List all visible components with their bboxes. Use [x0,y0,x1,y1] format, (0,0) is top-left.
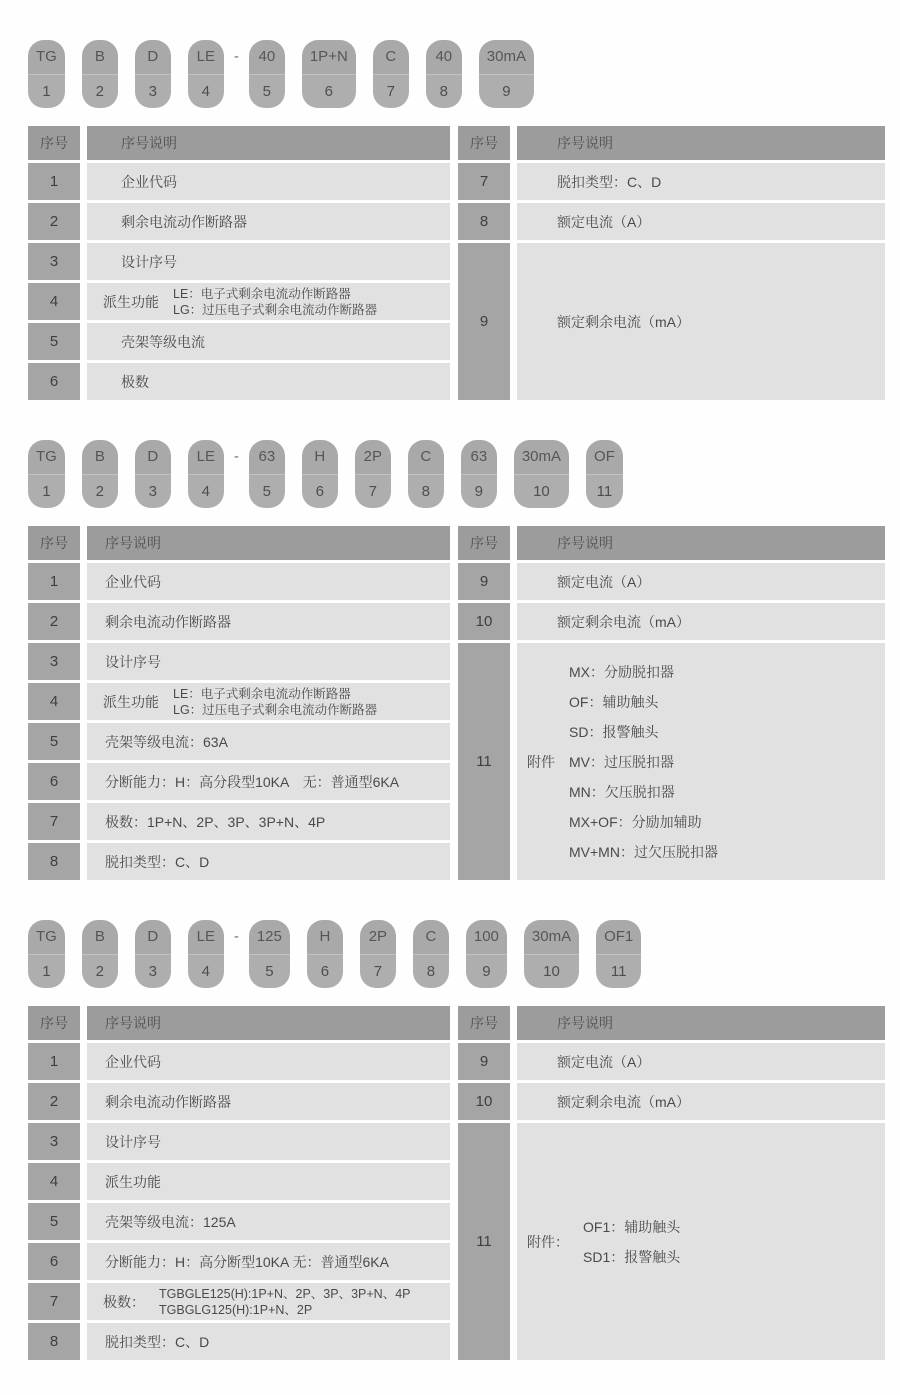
table-row [28,363,450,400]
row-serial-cell: 2 [28,1083,80,1120]
row-description-cell: 壳架等级电流：125A [87,1203,450,1240]
pill-code-label: 40 [249,40,285,75]
pill-position-number: 10 [524,955,579,988]
row-description-cell: 分断能力：H：高分段型10KA 无：普通型6KA [87,763,450,800]
table-row [458,1123,885,1360]
pill-code-label: B [82,40,118,75]
description-line: MX+OF：分励加辅助 [569,813,702,830]
table-row [28,283,450,320]
table-header-row [28,126,450,160]
dash-separator: - [233,48,239,65]
pill-code-label: C [408,440,444,475]
table-header-row [28,526,450,560]
header-serial-cell: 序号 [28,1006,80,1040]
table-row [458,203,885,240]
pill-code-label: LE [188,440,224,475]
pill-position-number: 4 [188,475,224,508]
row-serial-cell: 7 [28,1283,80,1320]
row-serial-cell: 2 [28,203,80,240]
row-description-cell: 额定剩余电流（mA） [517,1083,885,1120]
code-pill [188,40,224,108]
pill-position-number: 8 [413,955,449,988]
code-pill [461,440,497,508]
description-lines [159,1286,411,1318]
pill-position-number: 8 [408,475,444,508]
pill-position-number: 6 [307,955,343,988]
code-pill [28,440,65,508]
pill-position-number: 10 [514,475,569,508]
description-line: OF1：辅助触头 [583,1218,681,1235]
row-serial-cell: 5 [28,1203,80,1240]
row-description-cell: 分断能力：H：高分断型10KA 无：普通型6KA [87,1243,450,1280]
row-description-cell: 剩余电流动作断路器 [87,603,450,640]
table-row [28,683,450,720]
table-row [28,203,450,240]
header-serial-cell: 序号 [458,1006,510,1040]
description-line: SD：报警触头 [569,723,659,740]
model-code-pills [28,920,885,988]
pill-code-label: D [135,920,171,955]
row-serial-cell: 2 [28,603,80,640]
row-serial-cell: 1 [28,163,80,200]
description-lines [583,1212,680,1272]
explanation-tables [28,526,885,880]
table-row [458,243,885,400]
code-pill [408,440,444,508]
explanation-tables [28,1006,885,1360]
row-description-cell: 额定剩余电流（mA） [517,603,885,640]
header-description-cell: 序号说明 [517,1006,885,1040]
row-description-cell: 额定电流（A） [517,203,885,240]
header-serial-cell: 序号 [28,526,80,560]
code-pill [82,440,118,508]
description-line: LG：过压电子式剩余电流动作断路器 [173,702,378,717]
description-line: TGBGLG125(H):1P+N、2P [159,1302,313,1317]
row-serial-cell: 7 [28,803,80,840]
code-pill [302,40,356,108]
row-serial-cell: 3 [28,243,80,280]
table-row [28,1043,450,1080]
description-line: LE：电子式剩余电流动作断路器 [173,286,351,301]
row-description-cell: 企业代码 [87,563,450,600]
pill-position-number: 4 [188,955,224,988]
row-serial-cell: 9 [458,563,510,600]
pill-code-label: B [82,440,118,475]
pill-code-label: OF [586,440,623,475]
row-description-label: 派生功能 [103,293,159,310]
table-row [458,163,885,200]
header-serial-cell: 序号 [458,526,510,560]
table-row [28,163,450,200]
row-serial-cell: 11 [458,643,510,880]
table-row [28,803,450,840]
pill-position-number: 3 [135,955,171,988]
code-pill [302,440,338,508]
row-description-cell: 额定电流（A） [517,1043,885,1080]
pill-code-label: 30mA [479,40,534,75]
pill-code-label: B [82,920,118,955]
code-pill [188,440,224,508]
row-serial-cell: 6 [28,1243,80,1280]
description-line: MV：过压脱扣器 [569,753,674,770]
serial-table-right [458,126,885,400]
code-pill [307,920,343,988]
row-description-cell [87,683,450,720]
pill-code-label: TG [28,440,65,475]
table-row [28,1163,450,1200]
row-serial-cell: 5 [28,723,80,760]
pill-code-label: 2P [360,920,396,955]
description-line: MN：欠压脱扣器 [569,783,675,800]
table-row [28,1283,450,1320]
row-description-label: 极数： [103,1293,145,1310]
description-lines [173,686,377,718]
code-pill [360,920,396,988]
table-row [28,1123,450,1160]
pill-code-label: 100 [466,920,507,955]
row-serial-cell: 8 [28,843,80,880]
code-pill [466,920,507,988]
row-description-cell: 壳架等级电流：63A [87,723,450,760]
row-serial-cell: 4 [28,683,80,720]
pill-code-label: OF1 [596,920,641,955]
pill-code-label: 125 [249,920,290,955]
description-line: TGBGLE125(H):1P+N、2P、3P、3P+N、4P [159,1286,411,1301]
code-pill [249,920,290,988]
pill-code-label: 40 [426,40,462,75]
table-row [458,1043,885,1080]
table-header-row [458,126,885,160]
row-serial-cell: 5 [28,323,80,360]
row-serial-cell: 6 [28,763,80,800]
pill-position-number: 1 [28,475,65,508]
pill-position-number: 3 [135,75,171,108]
header-serial-cell: 序号 [458,126,510,160]
pill-position-number: 6 [302,75,356,108]
pill-code-label: TG [28,920,65,955]
pill-position-number: 1 [28,75,65,108]
row-description-cell: 企业代码 [87,1043,450,1080]
table-header-row [28,1006,450,1040]
pill-position-number: 5 [249,75,285,108]
pill-code-label: 2P [355,440,391,475]
explanation-tables [28,126,885,400]
header-description-cell: 序号说明 [87,1006,450,1040]
pill-code-label: 30mA [514,440,569,475]
table-row [28,843,450,880]
pill-code-label: H [307,920,343,955]
code-pill [479,40,534,108]
description-line: LE：电子式剩余电流动作断路器 [173,686,351,701]
serial-table-right [458,526,885,880]
pill-position-number: 8 [426,75,462,108]
code-pill [514,440,569,508]
row-description-label: 附件 [527,753,555,770]
table-row [28,1323,450,1360]
code-pill [373,40,409,108]
row-serial-cell: 9 [458,1043,510,1080]
pill-position-number: 5 [249,955,290,988]
pill-code-label: 63 [249,440,285,475]
code-pill [188,920,224,988]
description-lines [173,286,377,318]
serial-table-left [28,126,450,400]
header-description-cell: 序号说明 [517,126,885,160]
pill-position-number: 3 [135,475,171,508]
code-pill [135,440,171,508]
pill-code-label: H [302,440,338,475]
row-description-label: 派生功能 [103,693,159,710]
code-pill [28,920,65,988]
pill-position-number: 11 [586,475,623,508]
table-row [458,563,885,600]
row-serial-cell: 8 [458,203,510,240]
code-pill [28,40,65,108]
table-row [458,643,885,880]
description-line: MV+MN：过欠压脱扣器 [569,843,718,860]
table-row [28,643,450,680]
pill-code-label: TG [28,40,65,75]
row-serial-cell: 9 [458,243,510,400]
row-serial-cell: 4 [28,283,80,320]
header-description-cell: 序号说明 [87,126,450,160]
dash-separator: - [233,448,239,465]
row-description-label: 附件： [527,1233,569,1250]
code-pill [82,920,118,988]
pill-position-number: 7 [360,955,396,988]
pill-code-label: 63 [461,440,497,475]
row-serial-cell: 1 [28,1043,80,1080]
pill-position-number: 1 [28,955,65,988]
row-description-cell: 额定电流（A） [517,563,885,600]
row-serial-cell: 11 [458,1123,510,1360]
code-pill [524,920,579,988]
code-pill [82,40,118,108]
row-serial-cell: 1 [28,563,80,600]
row-description-cell: 脱扣类型：C、D [87,843,450,880]
serial-table-left [28,1006,450,1360]
row-description-cell: 剩余电流动作断路器 [87,203,450,240]
table-row [458,1083,885,1120]
row-serial-cell: 10 [458,603,510,640]
description-line: OF：辅助触头 [569,693,659,710]
table-header-row [458,1006,885,1040]
row-description-cell: 设计序号 [87,243,450,280]
row-description-cell: 脱扣类型：C、D [517,163,885,200]
row-description-cell: 设计序号 [87,1123,450,1160]
row-serial-cell: 4 [28,1163,80,1200]
table-header-row [458,526,885,560]
description-lines [569,657,718,867]
pill-position-number: 9 [479,75,534,108]
row-description-cell: 剩余电流动作断路器 [87,1083,450,1120]
row-description-cell [87,283,450,320]
table-row [28,323,450,360]
pill-code-label: D [135,440,171,475]
pill-position-number: 6 [302,475,338,508]
code-pill [586,440,623,508]
code-pill [355,440,391,508]
row-description-cell: 派生功能 [87,1163,450,1200]
row-description-cell [517,643,885,880]
pill-position-number: 2 [82,75,118,108]
row-serial-cell: 3 [28,1123,80,1160]
pill-position-number: 7 [355,475,391,508]
pill-code-label: C [373,40,409,75]
serial-table-right [458,1006,885,1360]
row-description-cell: 设计序号 [87,643,450,680]
row-description-cell: 脱扣类型：C、D [87,1323,450,1360]
pill-code-label: LE [188,40,224,75]
row-serial-cell: 3 [28,643,80,680]
table-row [28,763,450,800]
code-pill [596,920,641,988]
row-description-cell: 壳架等级电流 [87,323,450,360]
code-pill [135,40,171,108]
description-line: MX：分励脱扣器 [569,663,674,680]
description-line: LG：过压电子式剩余电流动作断路器 [173,302,378,317]
row-serial-cell: 10 [458,1083,510,1120]
code-pill [249,440,285,508]
table-row [28,563,450,600]
model-section-3 [0,920,900,1360]
table-row [28,1243,450,1280]
code-pill [249,40,285,108]
pill-code-label: C [413,920,449,955]
pill-position-number: 2 [82,955,118,988]
row-serial-cell: 8 [28,1323,80,1360]
dash-separator: - [233,928,239,945]
row-description-cell: 额定剩余电流（mA） [517,243,885,400]
row-description-cell: 极数 [87,363,450,400]
table-row [458,603,885,640]
model-code-pills [28,440,885,508]
header-serial-cell: 序号 [28,126,80,160]
pill-code-label: LE [188,920,224,955]
row-serial-cell: 7 [458,163,510,200]
pill-position-number: 7 [373,75,409,108]
model-code-pills [28,40,885,108]
pill-position-number: 4 [188,75,224,108]
pill-code-label: D [135,40,171,75]
pill-position-number: 2 [82,475,118,508]
table-row [28,1083,450,1120]
pill-code-label: 1P+N [302,40,356,75]
pill-position-number: 11 [596,955,641,988]
description-line: SD1：报警触头 [583,1248,681,1265]
table-row [28,603,450,640]
header-description-cell: 序号说明 [517,526,885,560]
row-description-cell: 极数：1P+N、2P、3P、3P+N、4P [87,803,450,840]
model-section-2 [0,440,900,880]
row-serial-cell: 6 [28,363,80,400]
pill-code-label: 30mA [524,920,579,955]
row-description-cell [87,1283,450,1320]
code-pill [413,920,449,988]
serial-table-left [28,526,450,880]
table-row [28,243,450,280]
table-row [28,1203,450,1240]
header-description-cell: 序号说明 [87,526,450,560]
pill-position-number: 9 [466,955,507,988]
code-pill [135,920,171,988]
row-description-cell [517,1123,885,1360]
row-description-cell: 企业代码 [87,163,450,200]
code-pill [426,40,462,108]
pill-position-number: 5 [249,475,285,508]
model-section-1 [0,40,900,400]
pill-position-number: 9 [461,475,497,508]
table-row [28,723,450,760]
